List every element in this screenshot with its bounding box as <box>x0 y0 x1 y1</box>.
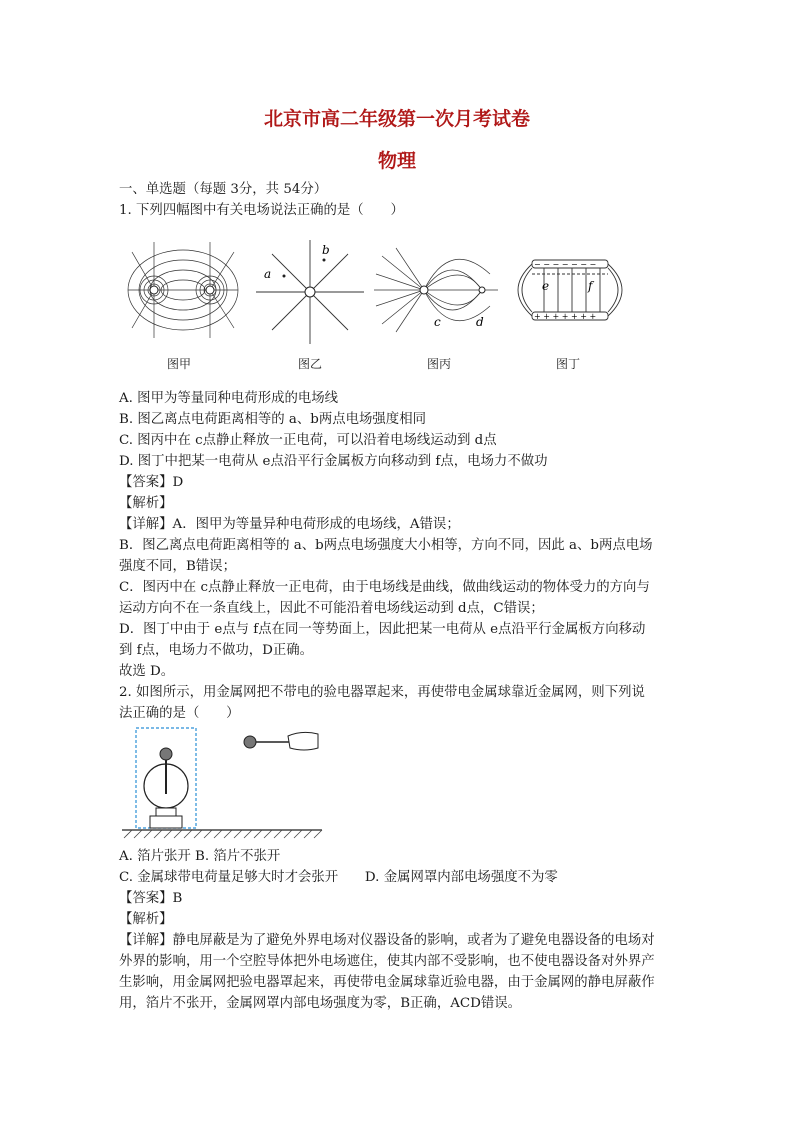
figure-bing <box>372 244 500 336</box>
q1-answer: 【答案】D <box>119 475 184 490</box>
q1-detail-line: B．图乙离点电荷距离相等的 a、b两点电场强度大小相等，方向不同，因此 a、b两点电场 <box>119 538 653 553</box>
label-d: d <box>476 315 484 329</box>
q1-detail-line: 运动方向不在一条直线上，因此不可能沿着电场线运动到 d点，C错误； <box>119 601 544 616</box>
q1-option-c: C. 图丙中在 c点静止释放一正电荷，可以沿着电场线运动到 d点 <box>119 433 497 448</box>
q1-detail-line: 【详解】A．图甲为等量异种电荷形成的电场线，A错误； <box>119 517 460 532</box>
q1-detail-line: D．图丁中由于 e点与 f点在同一等势面上，因此把某一电荷从 e点沿平行金属板方向移动 <box>119 622 646 637</box>
q2-analysis-label: 【解析】 <box>119 912 173 927</box>
q2-stem-line: 2. 如图所示，用金属网把不带电的验电器罩起来，再使带电金属球靠近金属网，则下列说 <box>119 685 645 700</box>
q2-detail-line: 【详解】静电屏蔽是为了避免外界电场对仪器设备的影响，或者为了避免电器设备的电场对 <box>119 933 655 948</box>
svg-text:− − − − − − −: − − − − − − − <box>534 260 597 269</box>
label-f: f <box>588 279 593 293</box>
caption-yi: 图乙 <box>298 357 323 371</box>
label-e: e <box>542 279 550 293</box>
q1-analysis-label: 【解析】 <box>119 496 173 511</box>
q2-answer: 【答案】B <box>119 891 183 906</box>
caption-ding: 图丁 <box>556 357 581 371</box>
label-a: a <box>264 267 272 281</box>
q2-options-line: C. 金属球带电荷量足够大时才会张开 D. 金属网罩内部电场强度不为零 <box>119 870 558 885</box>
q2-options-line: A. 箔片张开 B. 箔片不张开 <box>119 849 281 864</box>
label-c: c <box>434 315 441 329</box>
q1-conclusion: 故选 D。 <box>119 664 175 679</box>
q1-detail-line: C．图丙中在 c点静止释放一正电荷，由于电场线是曲线，做曲线运动的物体受力的方向与 <box>119 580 650 595</box>
figure-electroscope <box>122 724 326 842</box>
exam-title: 北京市高二年级第一次月考试卷 <box>263 108 530 130</box>
q2-detail-line: 生影响，用金属网把验电器罩起来，再使带电金属球靠近验电器，由于金属网的静电屏蔽作 <box>119 975 655 990</box>
subject-title: 物理 <box>377 150 416 172</box>
q1-stem: 1. 下列四幅图中有关电场说法正确的是（ ） <box>119 203 404 218</box>
figure-yi <box>254 238 366 346</box>
svg-text:+ + + + + + +: + + + + + + + <box>534 312 597 321</box>
figure-jia <box>122 232 244 342</box>
q1-detail-line: 强度不同，B错误； <box>119 559 236 574</box>
figure-ding <box>512 238 628 342</box>
q2-stem-line: 法正确的是（ ） <box>119 706 240 721</box>
q1-detail-line: 到 f点，电场力不做功，D正确。 <box>119 643 314 658</box>
q2-detail-line: 外界的影响，用一个空腔导体把外电场遮住，使其内部不受影响，也不使电器设备对外界产 <box>119 954 655 969</box>
q2-detail-line: 用，箔片不张开，金属网罩内部电场强度为零，B正确，ACD错误。 <box>119 996 522 1011</box>
caption-jia: 图甲 <box>167 357 192 371</box>
q1-option-b: B. 图乙离点电荷距离相等的 a、b两点电场强度相同 <box>119 412 426 427</box>
q1-option-d: D. 图丁中把某一电荷从 e点沿平行金属板方向移动到 f点，电场力不做功 <box>119 454 548 469</box>
label-b: b <box>322 243 330 257</box>
section-heading: 一、单选题（每题 3分，共 54分） <box>119 182 328 197</box>
q1-option-a: A. 图甲为等量同种电荷形成的电场线 <box>119 391 339 406</box>
caption-bing: 图丙 <box>427 357 452 371</box>
